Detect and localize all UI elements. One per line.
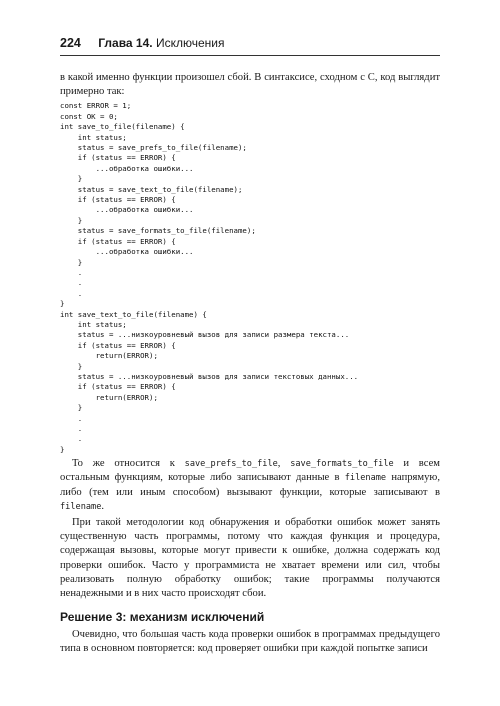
- code-line: .: [60, 413, 83, 423]
- code-line: int status;: [60, 319, 127, 329]
- inline-code: save_prefs_to_file: [184, 459, 278, 470]
- chapter-label: Глава 14.: [98, 36, 153, 50]
- running-header: [60, 36, 440, 56]
- text-segment: .: [101, 500, 105, 512]
- paragraph-section-intro: Очевидно, что большая часть кода проверки ошибок в программах предыдущего типа в основном повторяется: код проверяет ошибки при каждой попытке записи: [60, 629, 440, 655]
- code-line: const OK = 0;: [60, 111, 118, 121]
- text-segment: и всем остальным функциям, которые либо записывают данные в: [60, 458, 440, 484]
- code-line: status = save_text_to_file(filename);: [60, 184, 243, 194]
- inline-code: filename: [60, 501, 102, 512]
- code-line: int save_to_file(filename) {: [60, 122, 185, 132]
- code-line: ...обработка ошибки...: [60, 247, 194, 257]
- code-line: if (status == ERROR) {: [60, 195, 176, 205]
- intro-paragraph: в какой именно функции произошел сбой. В синтаксисе, сходном с C, код выглядит примерно так:: [60, 72, 440, 98]
- inline-code: filename: [344, 473, 387, 484]
- code-line: .: [60, 267, 83, 277]
- code-line: status = save_prefs_to_file(filename);: [60, 143, 247, 153]
- code-line: }: [60, 361, 83, 371]
- code-line: .: [60, 278, 83, 288]
- code-line: if (status == ERROR) {: [60, 153, 176, 163]
- code-listing: [60, 101, 440, 455]
- code-line: .: [60, 434, 83, 444]
- code-line: if (status == ERROR) {: [60, 382, 176, 392]
- text-segment: То же относится к: [72, 458, 185, 470]
- code-line: const ERROR = 1;: [60, 101, 132, 111]
- code-line: status = save_formats_to_file(filename);: [60, 226, 256, 236]
- inline-code: save_formats_to_file: [290, 459, 394, 470]
- code-line: }: [60, 257, 83, 267]
- code-line: }: [60, 403, 83, 413]
- code-line: .: [60, 288, 83, 298]
- code-line: int save_text_to_file(filename) {: [60, 309, 207, 319]
- code-line: status = ...низкоуровневый вызов для записи размера текста...: [60, 330, 350, 340]
- section-heading: Решение 3: механизм исключений: [60, 610, 265, 625]
- chapter-title: Исключения: [155, 36, 225, 50]
- page-body: [60, 71, 440, 657]
- code-line: }: [60, 444, 65, 454]
- code-line: status = ...низкоуровневый вызов для записи текстовых данных...: [60, 371, 359, 381]
- code-line: int status;: [60, 132, 127, 142]
- code-line: }: [60, 299, 65, 309]
- code-line: }: [60, 174, 83, 184]
- page-number: 224: [60, 36, 81, 50]
- paragraph-methodology: При такой методологии код обнаружения и обработки ошибок может занять существенную часть программы, потому что каждая функция и процедура, содержащая вызовы, которые могут привести к ошибке, должна содержать код проверки ошибок. Часто у программиста не хватает времени или сил, чтобы реализовать полную обработку ошибок; такие программы получаются ненадежными и в них часто происходят сбои.: [60, 517, 440, 600]
- code-line: ...обработка ошибки...: [60, 163, 194, 173]
- text-segment: напрямую, либо (тем или иным способом) вызывают функции, которые записывают в: [60, 472, 440, 498]
- paragraph-save-functions: [60, 457, 440, 514]
- code-line: return(ERROR);: [60, 392, 158, 402]
- code-line: ...обработка ошибки...: [60, 205, 194, 215]
- code-line: if (status == ERROR) {: [60, 340, 176, 350]
- code-line: }: [60, 215, 83, 225]
- code-line: return(ERROR);: [60, 351, 158, 361]
- text-segment: ,: [277, 458, 291, 470]
- code-line: if (status == ERROR) {: [60, 236, 176, 246]
- code-line: .: [60, 424, 83, 433]
